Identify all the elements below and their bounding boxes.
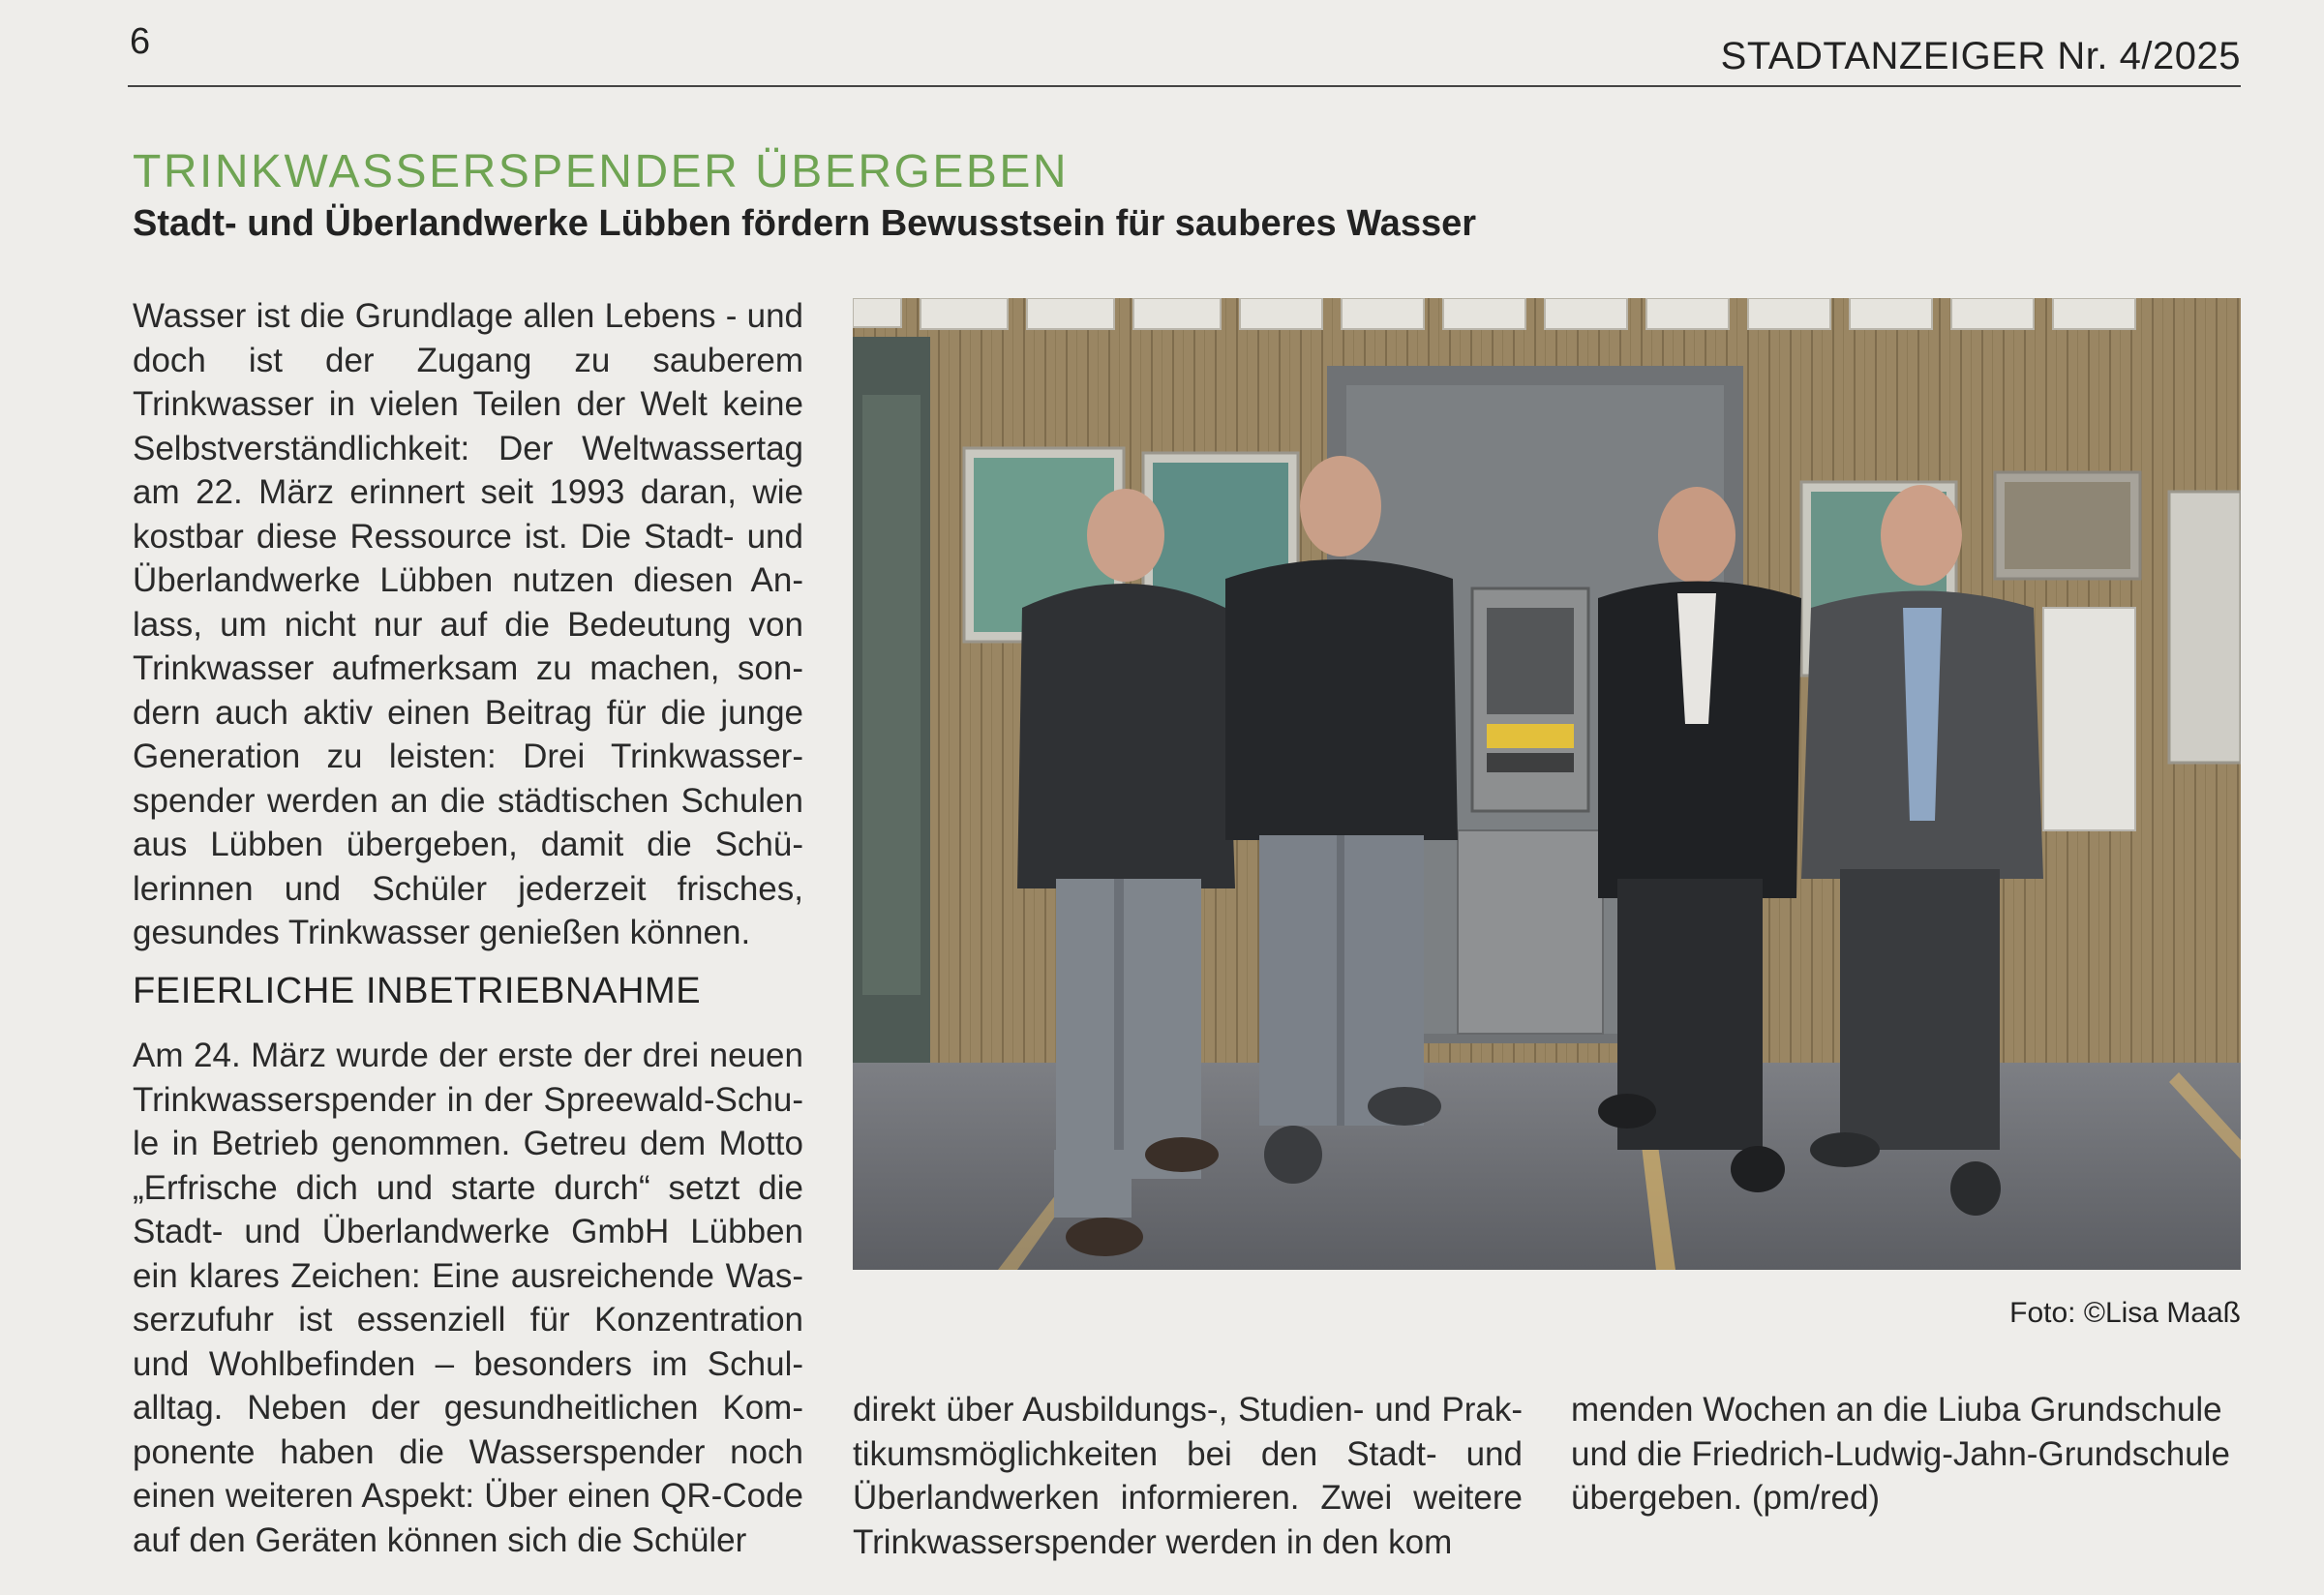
article-photo-illustration <box>853 298 2241 1270</box>
photo-credit: Foto: ©Lisa Maaß <box>2009 1297 2241 1329</box>
article-subheadline: Stadt- und Überlandwerke Lübben fördern Bewusstsein für sauberes Wasser <box>133 203 1477 244</box>
article-intro-text: Wasser ist die Grundlage allen Lebens - und doch ist der Zugang zu sauberem Trinkwasser in vielen Teilen der Welt keine Selbstverständlichkeit: Der Weltwassertag am 22. März erinnert seit 1993 daran, wie kostbar diese Ressource ist. Die Stadt- und Überlandwerke Lübben nutzen diesen Anlass, um nicht nur auf die Bedeutung von Trinkwasser aufmerksam zu machen, sondern auch aktiv einen Beitrag für die junge Generation zu leisten: Drei Trinkwasserspender werden an die städtischen Schulen aus Lübben übergeben, damit die Schülerinnen und Schüler jederzeit frisches, gesundes Trinkwasser genießen können. <box>133 297 803 951</box>
article-photo <box>853 298 2241 1270</box>
masthead: STADTANZEIGER Nr. 4/2025 <box>1720 35 2241 77</box>
section-text-column-2: direkt über Ausbildungs-, Studien- und Praktikumsmöglichkeiten bei den Stadt- und Überlandwerken informieren. Zwei weitere Trinkwasserspender werden in den kom <box>853 1391 1523 1561</box>
article-headline: TRINKWASSERSPENDER ÜBERGEBEN <box>133 146 1070 197</box>
page-number: 6 <box>130 21 151 62</box>
section-text-column-1: Am 24. März wurde der erste der drei neuen Trinkwasserspender in der Spreewald-Schule in Betrieb genommen. Getreu dem Motto „Erfrische dich und starte durch“ setzt die Stadt- und Überlandwerke GmbH Lübben ein klares Zeichen: Eine ausreichende Wasserzufuhr ist essenziell für Konzentration und Wohlbefinden – besonders im Schulalltag. Neben der gesundheitlichen Komponente haben die Wasserspender noch einen weiteren Aspekt: Über einen QR-Code auf den Geräten können sich die Schüler <box>133 1037 803 1559</box>
section-heading: FEIERLICHE INBETRIEBNAHME <box>133 971 702 1011</box>
section-text-column-3: menden Wochen an die Liuba Grundschule und die Friedrich-Ludwig-Jahn-Grundschule übergeben. (pm/red) <box>1571 1391 2230 1517</box>
header-rule <box>128 85 2241 87</box>
